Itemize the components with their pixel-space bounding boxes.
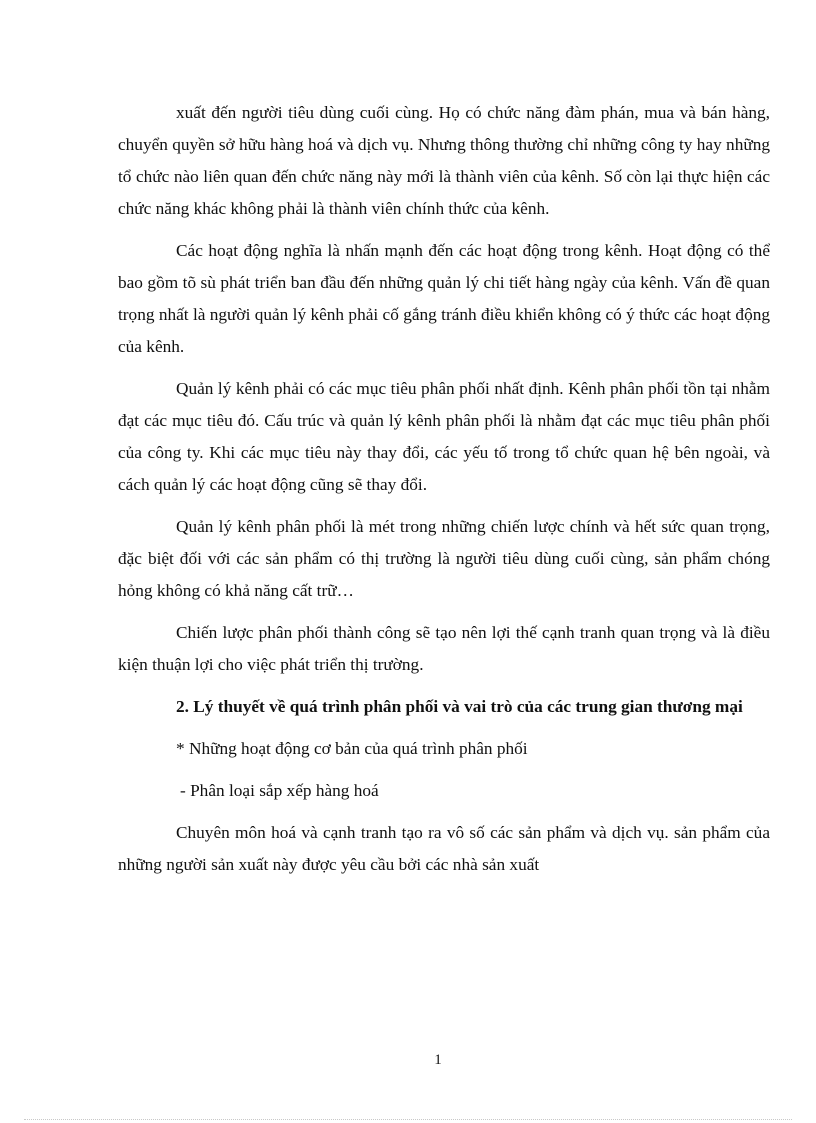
- paragraph-competitive-advantage: Chiến lược phân phối thành công sẽ tạo nên lợi thế cạnh tranh quan trọng và là điều kiện thuận lợi cho việc phát triển thị trường.: [118, 623, 770, 674]
- list-item: - Phân loại sắp xếp hàng hoá: [180, 781, 379, 800]
- page-number: 1: [434, 1052, 442, 1068]
- paragraph-specialization: Chuyên môn hoá và cạnh tranh tạo ra vô số các sản phẩm và dịch vụ. sản phẩm của những người sản xuất này được yêu cầu bởi các nhà sản xuất: [118, 823, 770, 874]
- paragraph-strategy-importance: Quản lý kênh phân phối là mét trong những chiến lược chính và hết sức quan trọng, đặc biệt đối với các sản phẩm có thị trường là người tiêu dùng cuối cùng, sản phẩm chóng hỏng không có khả năng cất trữ…: [118, 517, 770, 600]
- paragraph-channel-members: xuất đến người tiêu dùng cuối cùng. Họ có chức năng đàm phán, mua và bán hàng, chuyển quyền sở hữu hàng hoá và dịch vụ. Nhưng thông thường chỉ những công ty hay những tổ chức nào liên quan đến chức năng này mới là thành viên của kênh. Số còn lại thực hiện các chức năng khác không phải là thành viên chính thức của kênh.: [118, 103, 770, 218]
- section-heading: 2. Lý thuyết về quá trình phân phối và vai trò của các trung gian thương mại: [176, 697, 743, 716]
- subheading: * Những hoạt động cơ bản của quá trình phân phối: [176, 739, 528, 758]
- page-bottom-divider: [24, 1119, 792, 1120]
- paragraph-activities: Các hoạt động nghĩa là nhấn mạnh đến các hoạt động trong kênh. Hoạt động có thể bao gồm tõ sù phát triển ban đầu đến những quản lý chi tiết hàng ngày của kênh. Vấn đề quan trọng nhất là người quản lý kênh phải cố gắng tránh điều khiển không có ý thức các hoạt động của kênh.: [118, 241, 770, 356]
- paragraph-objectives: Quản lý kênh phải có các mục tiêu phân phối nhất định. Kênh phân phối tồn tại nhằm đạt các mục tiêu đó. Cấu trúc và quản lý kênh phân phối là nhằm đạt các mục tiêu phân phối của công ty. Khi các mục tiêu này thay đổi, các yếu tố trong tổ chức quan hệ bên ngoài, và cách quản lý các hoạt động cũng sẽ thay đổi.: [118, 379, 770, 494]
- document-body: [118, 97, 770, 891]
